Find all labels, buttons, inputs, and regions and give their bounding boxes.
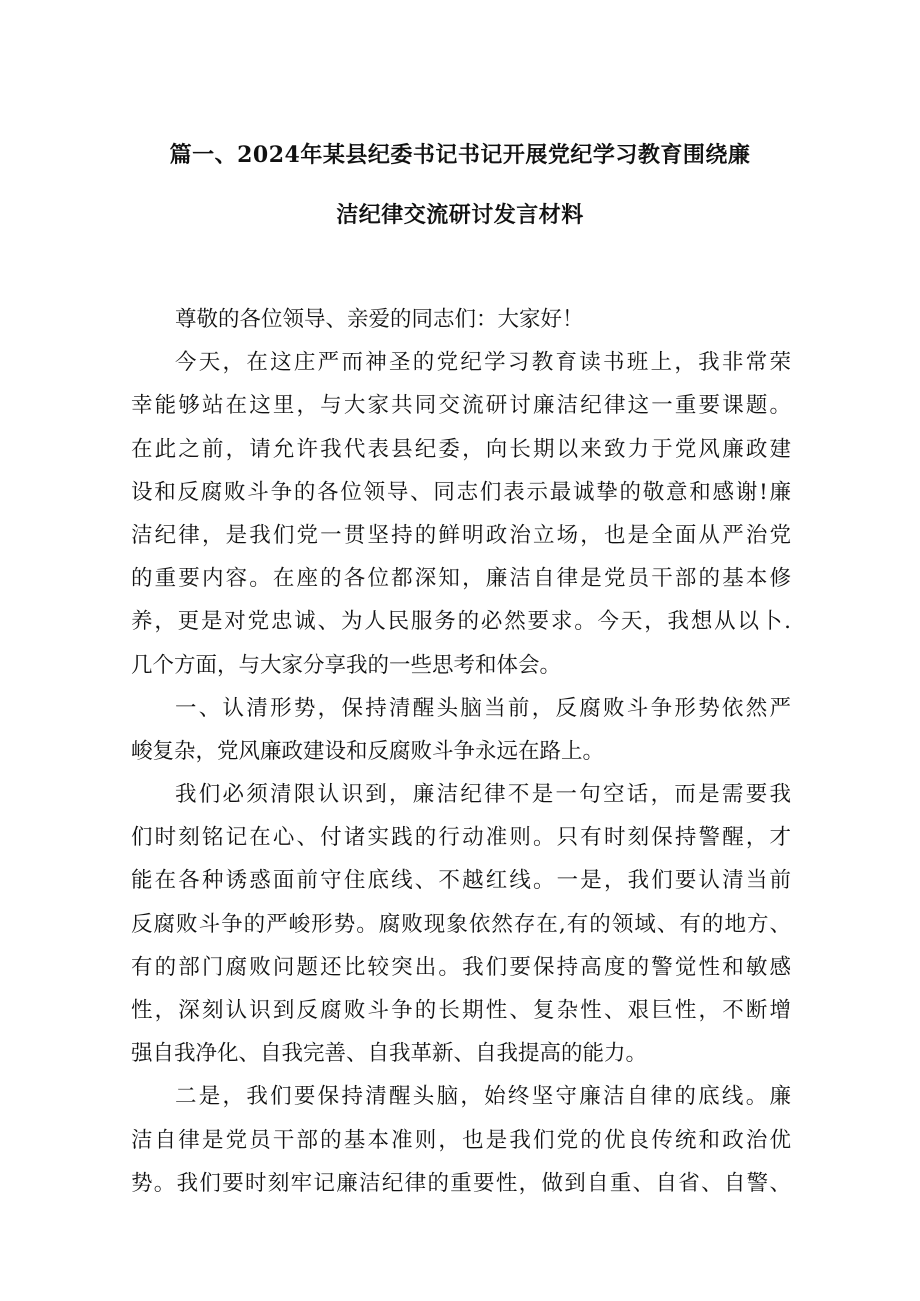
document-body: [131, 298, 791, 1205]
body-line: 们时刻铭记在心、付诸实践的行动准则。只有时刻保持警醒，才: [131, 825, 791, 851]
body-line: 反腐败斗争的严峻形势。腐败现象依然存在,有的领域、有的地方、: [131, 911, 791, 937]
body-line: 强自我净化、自我完善、自我革新、自我提高的能力。: [131, 1041, 648, 1067]
body-line: 幸能够站在这里，与大家共同交流研讨廉洁纪律这一重要课题。: [131, 393, 791, 419]
body-line: 性，深刻认识到反腐败斗争的长期性、复杂性、艰巨性，不断增: [131, 998, 791, 1023]
body-line: 二是，我们要保持清醒头脑，始终坚守廉洁自律的底线。廉: [175, 1084, 791, 1110]
document-title-line-1: 篇一、2024年某县纪委书记书记开展党纪学习教育围绕廉: [169, 142, 751, 168]
body-line: 几个方面，与大家分享我的一些思考和体会。: [131, 652, 562, 678]
body-line: 一、认清形势，保持清醒头脑当前，反腐败斗争形势依然严: [175, 695, 791, 721]
body-line: 峻复杂，党风廉政建设和反腐败斗争永远在路上。: [131, 738, 605, 764]
body-line: 我们必须清限认识到，廉洁纪律不是一句空话，而是需要我: [175, 782, 791, 808]
body-line: 在此之前，请允许我代表县纪委，向长期以来致力于党风廉政建: [131, 436, 791, 462]
body-line: 洁纪律，是我们党一贯坚持的鲜明政治立场，也是全面从严治党: [131, 522, 791, 548]
body-line: 尊敬的各位领导、亲爱的同志们：大家好！: [175, 307, 584, 332]
body-line: 设和反腐败斗争的各位领导、同志们表示最诚挚的敬意和感谢!廉: [131, 479, 791, 505]
document-title-line-2: 洁纪律交流研讨发言材料: [336, 202, 584, 228]
body-line: 势。我们要时刻牢记廉洁纪律的重要性，做到自重、自省、自警、: [131, 1170, 791, 1196]
body-line: 的重要内容。在座的各位都深知，廉洁自律是党员干部的基本修: [131, 566, 791, 592]
body-line: 洁自律是党员干部的基本准则，也是我们党的优良传统和政治优: [131, 1127, 791, 1153]
body-line: 有的部门腐败问题还比较突出。我们要保持高度的警觉性和敏感: [131, 954, 791, 980]
body-line: 能在各种诱惑面前守住底线、不越红线。一是，我们要认清当前: [131, 868, 791, 894]
body-line: 养，更是对党忠诚、为人民服务的必然要求。今天，我想从以卜.: [131, 609, 791, 635]
body-line: 今天，在这庄严而神圣的党纪学习教育读书班上，我非常荣: [175, 350, 791, 376]
